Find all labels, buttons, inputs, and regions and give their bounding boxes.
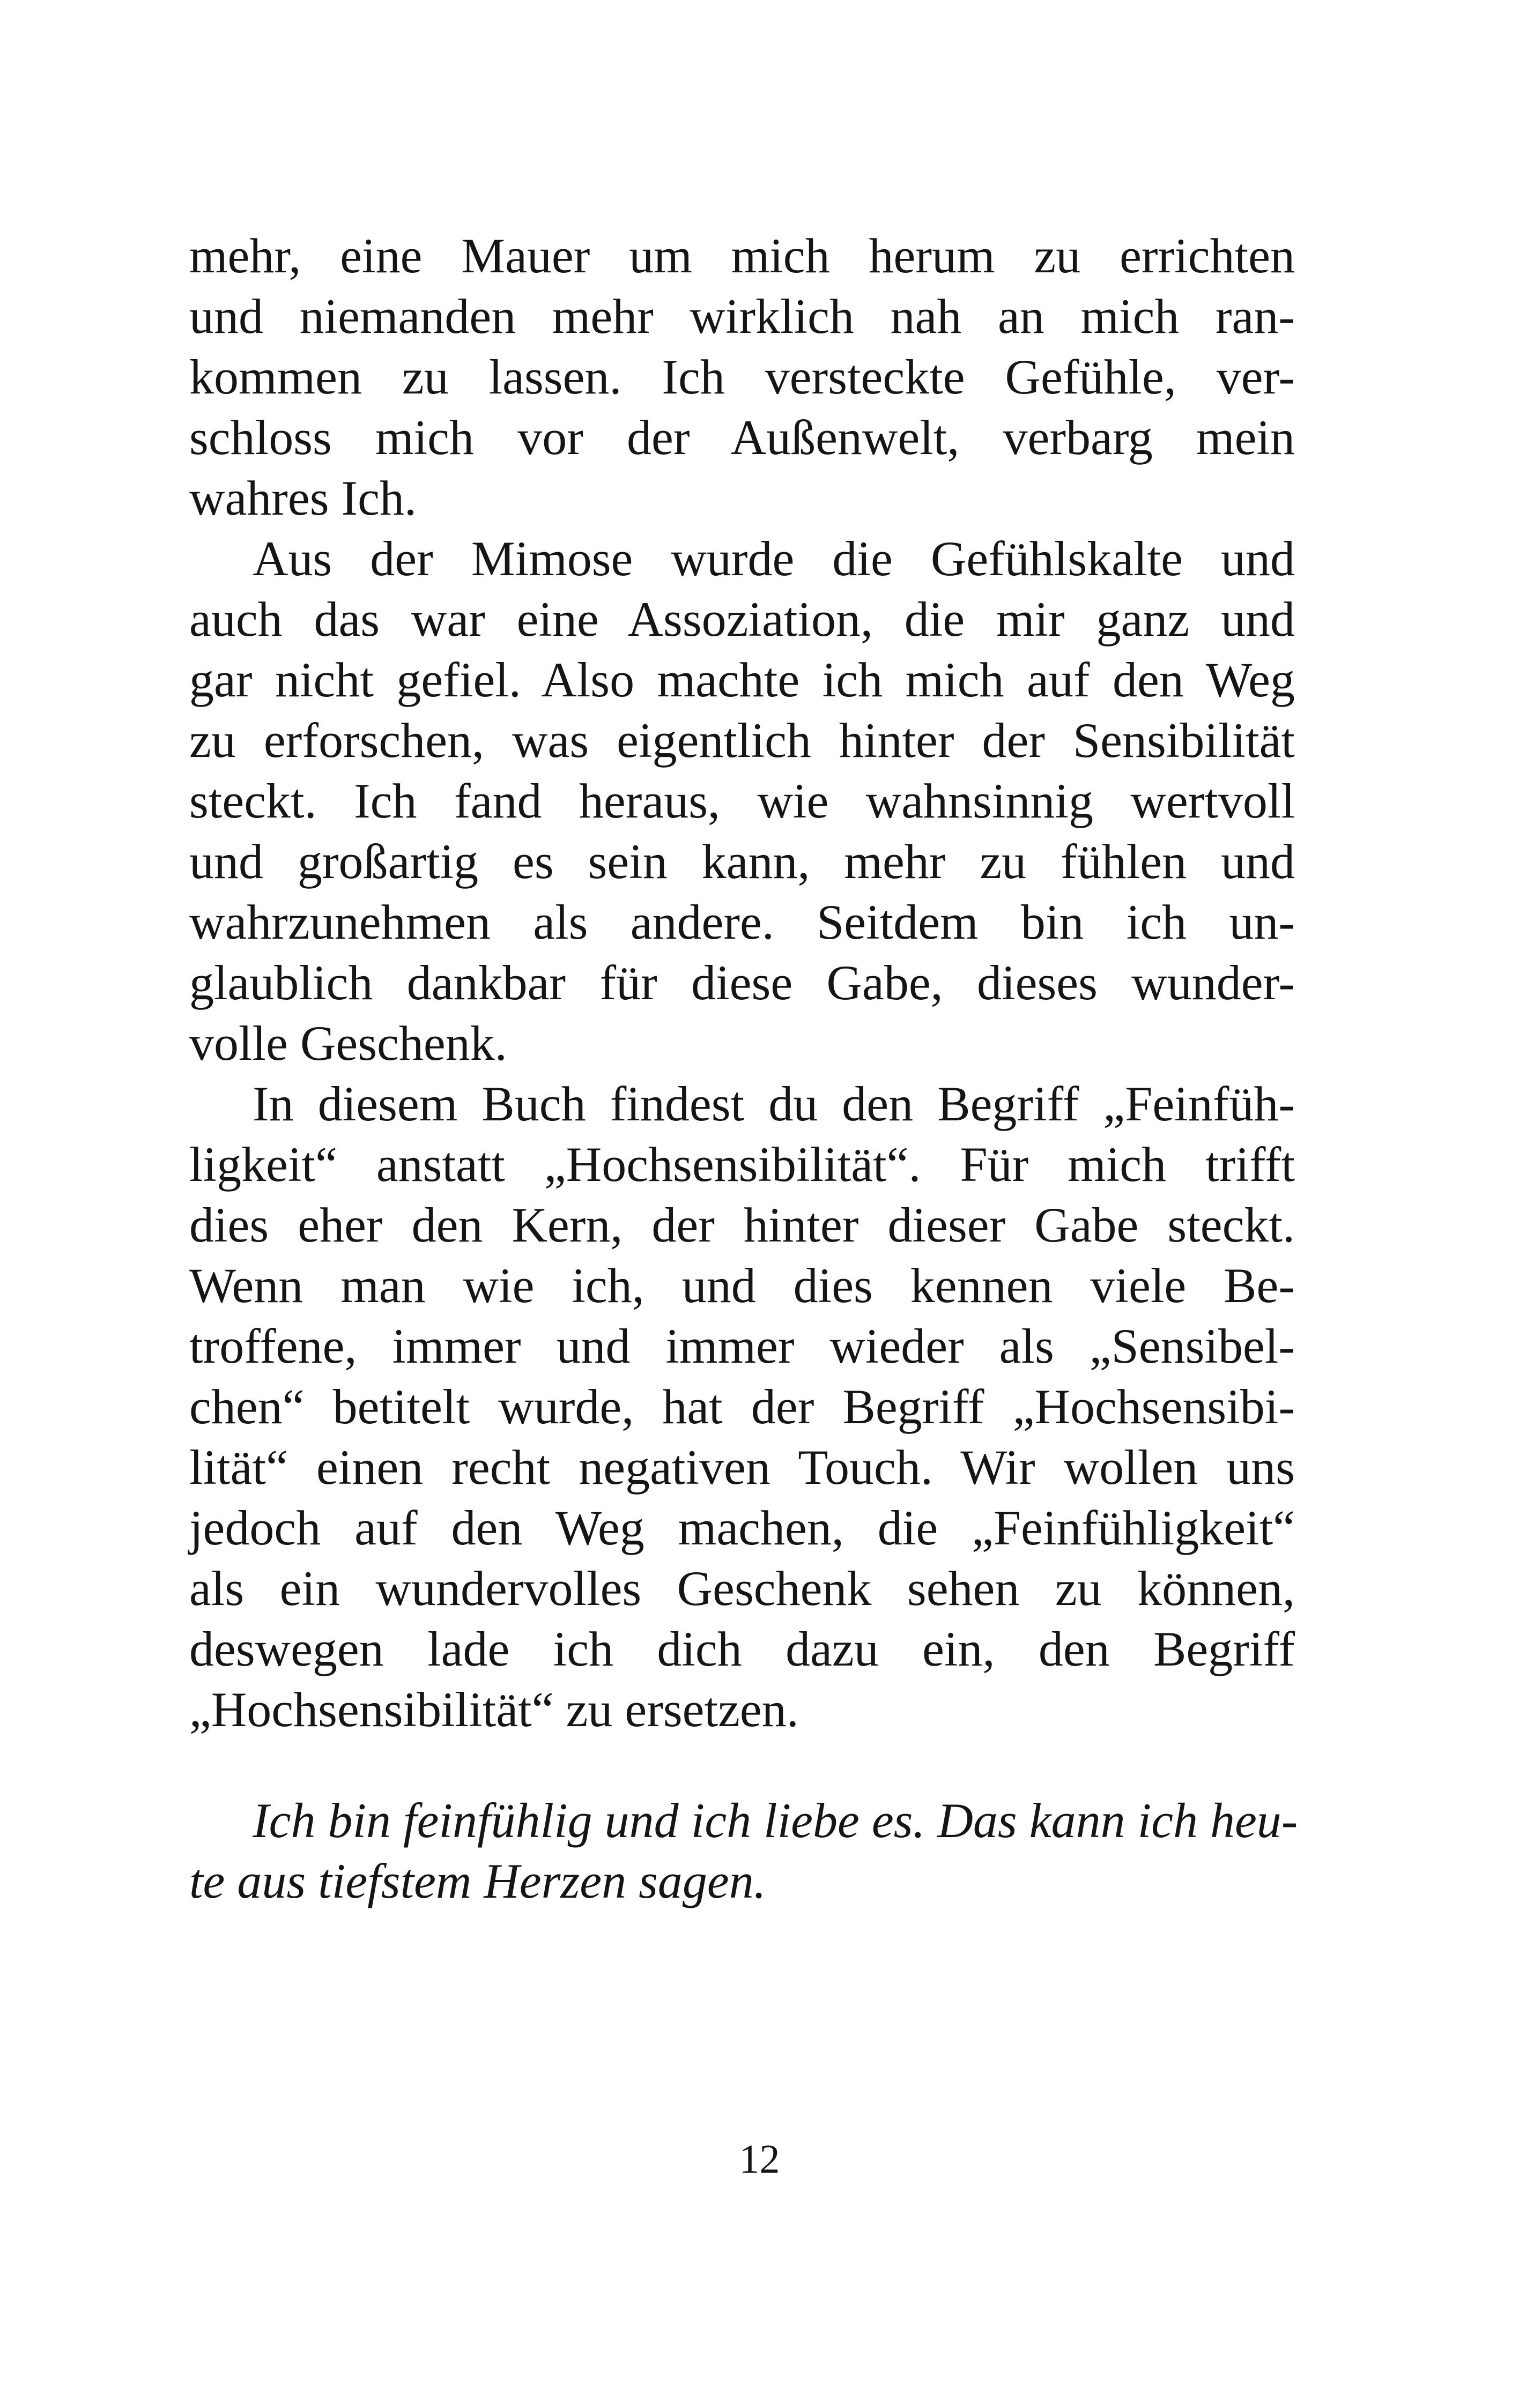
quote-line: te aus tiefstem Herzen sagen. [189, 1854, 766, 1908]
text-line: zu erforschen, was eigentlich hinter der Sensibilität [189, 713, 1295, 768]
text-line: deswegen lade ich dich dazu ein, den Begriff [189, 1622, 1295, 1676]
text-line: schloss mich vor der Außenwelt, verbarg mein [189, 410, 1295, 465]
text-line: wahres Ich. [189, 471, 417, 525]
text-line: und niemanden mehr wirklich nah an mich ran- [189, 289, 1295, 344]
text-line: volle Geschenk. [189, 1016, 507, 1071]
text-line: jedoch auf den Weg machen, die „Feinfühligkeit“ [189, 1500, 1295, 1555]
text-line: gar nicht gefiel. Also machte ich mich auf den Weg [189, 652, 1295, 707]
text-line: Aus der Mimose wurde die Gefühlskalte und [253, 531, 1295, 586]
text-line: wahrzunehmen als andere. Seitdem bin ich un- [189, 895, 1295, 949]
text-line: kommen zu lassen. Ich versteckte Gefühle, ver- [189, 350, 1295, 404]
text-line: mehr, eine Mauer um mich herum zu errichten [189, 228, 1295, 283]
text-line: auch das war eine Assoziation, die mir ganz und [189, 592, 1295, 646]
text-line: In diesem Buch findest du den Begriff „Feinfüh- [253, 1076, 1295, 1131]
text-line: als ein wundervolles Geschenk sehen zu können, [189, 1561, 1295, 1616]
text-line: glaublich dankbar für diese Gabe, dieses wunder- [189, 955, 1295, 1010]
text-line: und großartig es sein kann, mehr zu fühlen und [189, 834, 1295, 889]
text-line: steckt. Ich fand heraus, wie wahnsinnig wertvoll [189, 774, 1295, 828]
text-line: dies eher den Kern, der hinter dieser Gabe steckt. [189, 1198, 1295, 1252]
text-line: lität“ einen recht negativen Touch. Wir wollen uns [189, 1440, 1295, 1495]
text-line: chen“ betitelt wurde, hat der Begriff „Hochsensibi- [189, 1379, 1295, 1434]
text-line: „Hochsensibilität“ zu ersetzen. [189, 1682, 799, 1737]
text-line: ligkeit“ anstatt „Hochsensibilität“. Für mich trifft [189, 1137, 1295, 1192]
quote-line: Ich bin feinfühlig und ich liebe es. Das kann ich heu- [253, 1793, 1298, 1848]
page-number: 12 [739, 2137, 780, 2182]
text-line: troffene, immer und immer wieder als „Sensibel- [189, 1319, 1295, 1373]
text-line: Wenn man wie ich, und dies kennen viele Be- [189, 1258, 1295, 1313]
